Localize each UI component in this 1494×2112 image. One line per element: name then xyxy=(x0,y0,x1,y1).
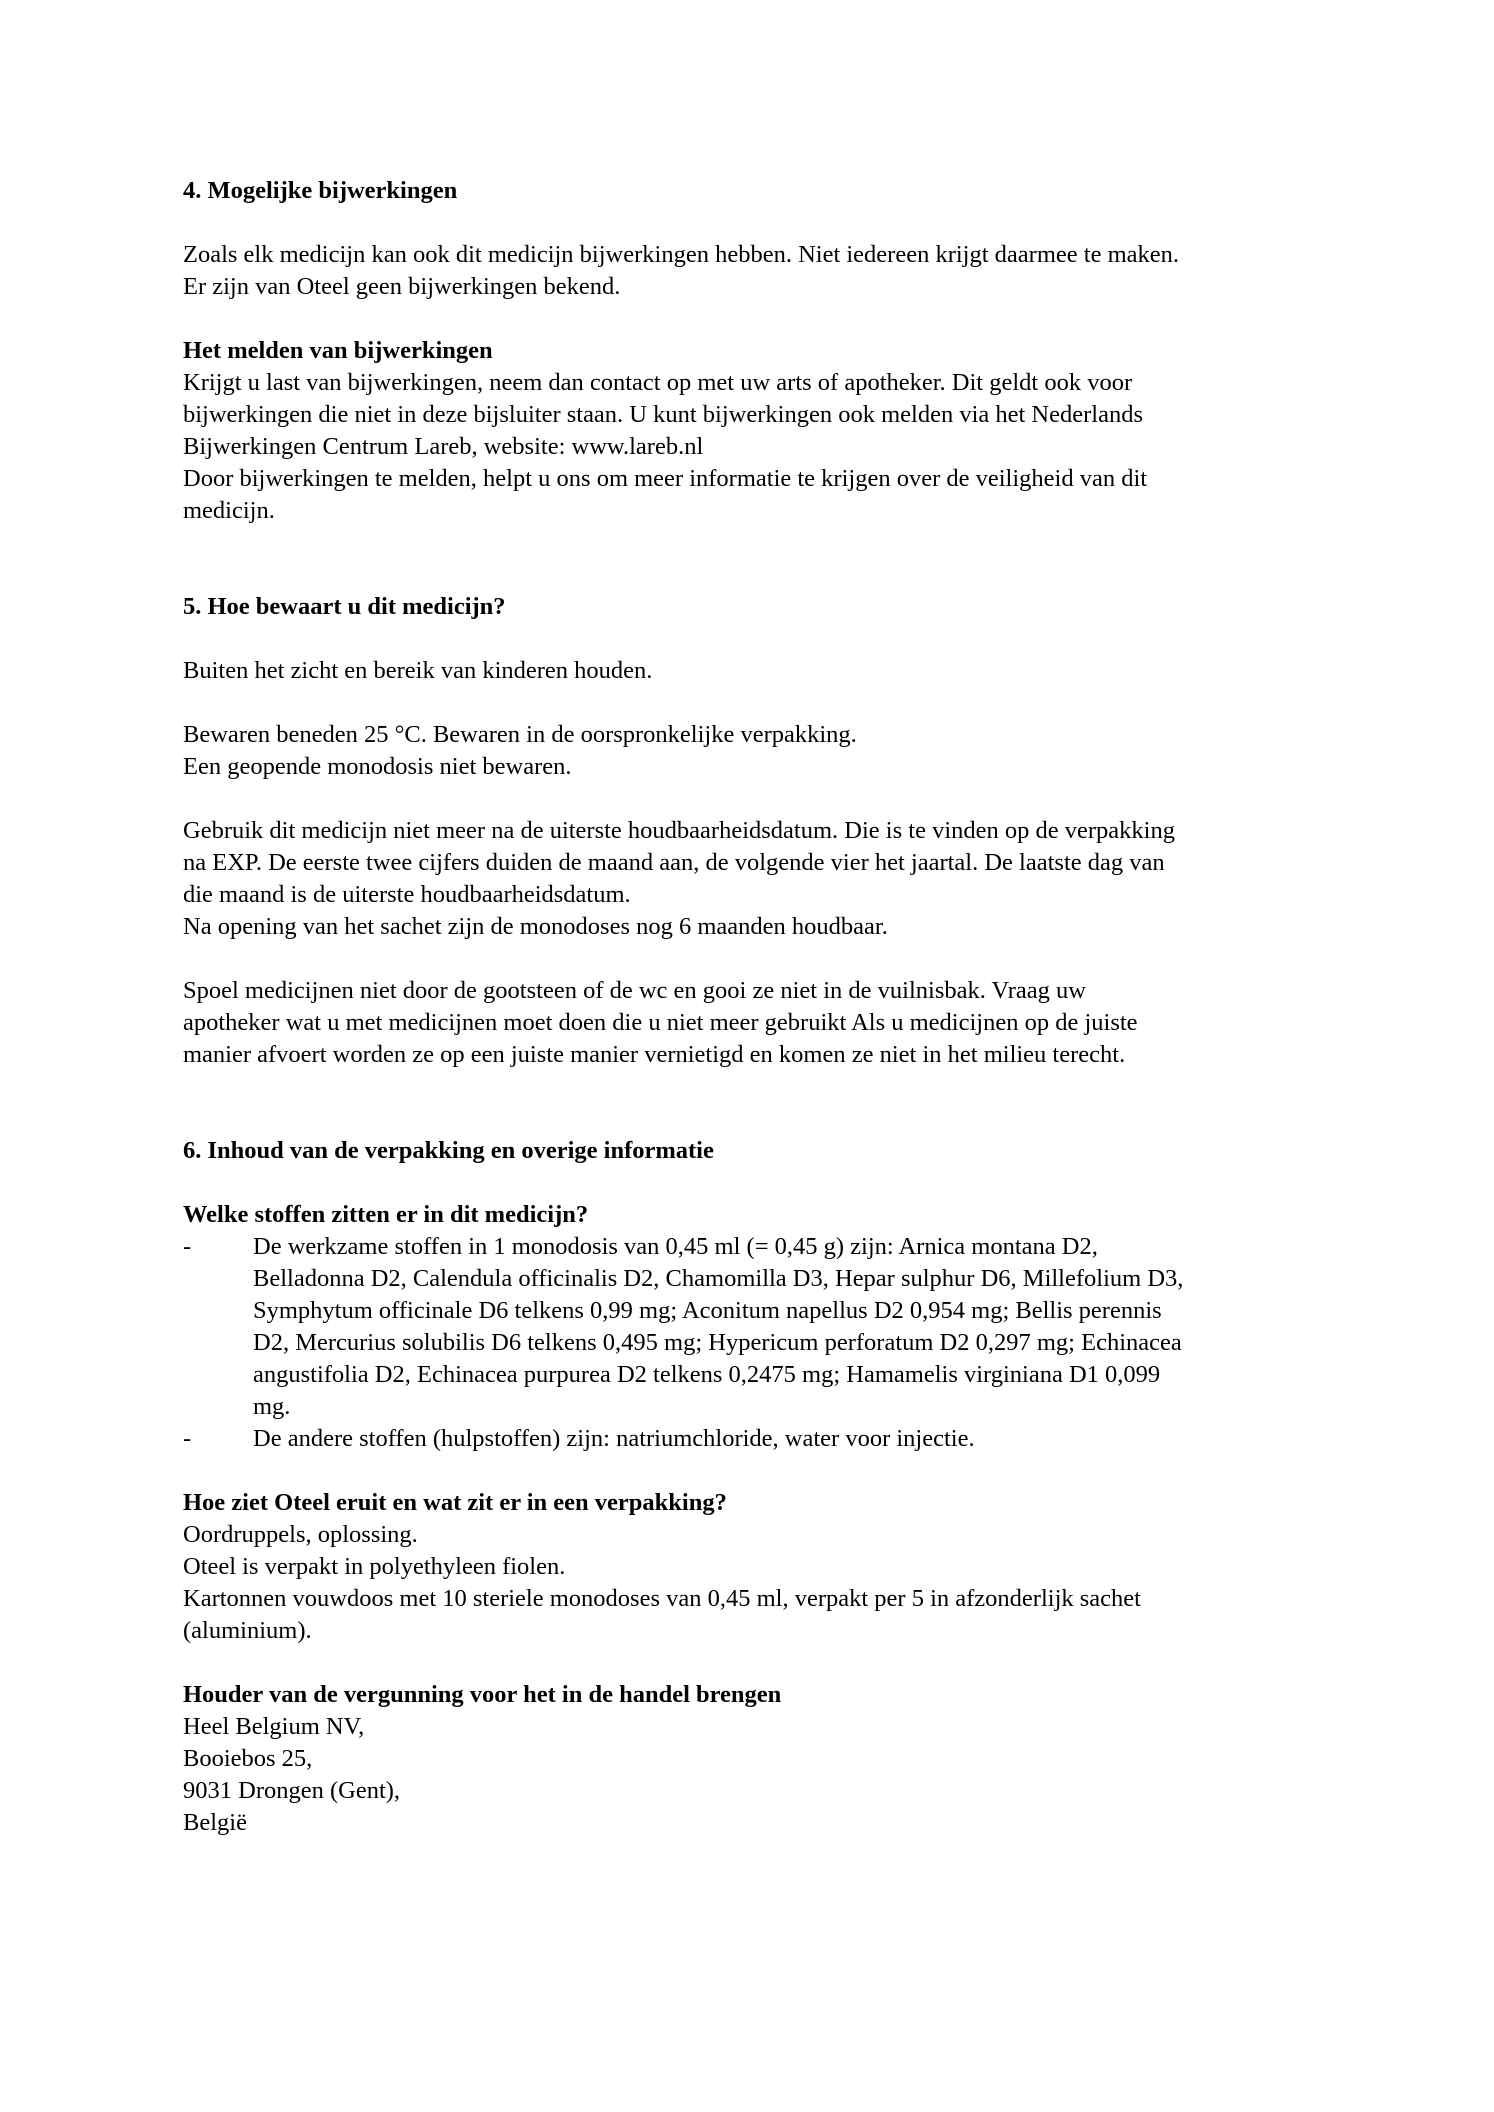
expiry-paragraph xyxy=(183,815,1323,943)
text-line: Spoel medicijnen niet door de gootsteen of de wc en gooi ze niet in de vuilnisbak. Vraag uw xyxy=(183,977,1086,1004)
text-line: Gebruik dit medicijn niet meer na de uiterste houdbaarheidsdatum. Die is te vinden op de verpakking xyxy=(183,817,1175,844)
text-line: Belladonna D2, Calendula officinalis D2, Chamomilla D3, Hepar sulphur D6, Millefolium D3, xyxy=(253,1265,1184,1292)
text-line: Krijgt u last van bijwerkingen, neem dan contact op met uw arts of apotheker. Dit geldt ook voor xyxy=(183,369,1133,396)
bullet-dash: - xyxy=(183,1233,192,1260)
text-line: Er zijn van Oteel geen bijwerkingen bekend. xyxy=(183,273,621,300)
section-4-heading: 4. Mogelijke bijwerkingen xyxy=(183,177,458,204)
text-line: Een geopende monodosis niet bewaren. xyxy=(183,753,572,780)
section-4-intro xyxy=(183,239,1323,303)
appearance-heading: Hoe ziet Oteel eruit en wat zit er in een verpakking? xyxy=(183,1489,727,1516)
text-line: Oteel is verpakt in polyethyleen fiolen. xyxy=(183,1553,566,1580)
text-line: 9031 Drongen (Gent), xyxy=(183,1777,401,1804)
appearance-paragraph xyxy=(183,1519,1323,1647)
text-line: Kartonnen vouwdoos met 10 steriele monodoses van 0,45 ml, verpakt per 5 in afzonderlijk sachet xyxy=(183,1585,1141,1612)
text-line: Heel Belgium NV, xyxy=(183,1713,365,1740)
text-line: manier afvoert worden ze op een juiste manier vernietigd en komen ze niet in het milieu terecht. xyxy=(183,1041,1126,1068)
text-line: apotheker wat u met medicijnen moet doen die u niet meer gebruikt Als u medicijnen op de juiste xyxy=(183,1009,1138,1036)
children-warning: Buiten het zicht en bereik van kinderen houden. xyxy=(183,657,653,684)
text-line: die maand is de uiterste houdbaarheidsdatum. xyxy=(183,881,631,908)
text-line: De werkzame stoffen in 1 monodosis van 0,45 ml (= 0,45 g) zijn: Arnica montana D2, xyxy=(253,1233,1098,1260)
other-substances-item xyxy=(183,1423,1323,1455)
text-line: bijwerkingen die niet in deze bijsluiter staan. U kunt bijwerkingen ook melden via het Nederlands xyxy=(183,401,1143,428)
holder-address xyxy=(183,1711,1323,1839)
text-line: medicijn. xyxy=(183,497,275,524)
holder-heading: Houder van de vergunning voor het in de handel brengen xyxy=(183,1681,782,1708)
leaflet-page xyxy=(183,175,1323,1839)
active-substances-text xyxy=(253,1231,1323,1423)
text-line: Bewaren beneden 25 °C. Bewaren in de oorspronkelijke verpakking. xyxy=(183,721,857,748)
text-line: Zoals elk medicijn kan ook dit medicijn bijwerkingen hebben. Niet iedereen krijgt daarmee te maken. xyxy=(183,241,1179,268)
text-line: Booiebos 25, xyxy=(183,1745,313,1772)
active-substances-item xyxy=(183,1231,1323,1423)
reporting-heading: Het melden van bijwerkingen xyxy=(183,337,493,364)
text-line: Na opening van het sachet zijn de monodoses nog 6 maanden houdbaar. xyxy=(183,913,888,940)
text-line: Oordruppels, oplossing. xyxy=(183,1521,418,1548)
text-line: Door bijwerkingen te melden, helpt u ons om meer informatie te krijgen over de veiligheid van dit xyxy=(183,465,1148,492)
text-line: D2, Mercurius solubilis D6 telkens 0,495 mg; Hypericum perforatum D2 0,297 mg; Echinacea xyxy=(253,1329,1182,1356)
bullet-dash: - xyxy=(183,1425,192,1452)
other-substances-text: De andere stoffen (hulpstoffen) zijn: natriumchloride, water voor injectie. xyxy=(253,1425,975,1452)
text-line: Bijwerkingen Centrum Lareb, website: www.lareb.nl xyxy=(183,433,704,460)
text-line: (aluminium). xyxy=(183,1617,312,1644)
reporting-paragraph xyxy=(183,367,1323,527)
text-line: mg. xyxy=(253,1393,291,1420)
storage-paragraph xyxy=(183,719,1323,783)
section-6-heading: 6. Inhoud van de verpakking en overige informatie xyxy=(183,1137,714,1164)
text-line: Symphytum officinale D6 telkens 0,99 mg; Aconitum napellus D2 0,954 mg; Bellis perennis xyxy=(253,1297,1162,1324)
text-line: angustifolia D2, Echinacea purpurea D2 telkens 0,2475 mg; Hamamelis virginiana D1 0,099 xyxy=(253,1361,1161,1388)
text-line: België xyxy=(183,1809,247,1836)
disposal-paragraph xyxy=(183,975,1323,1071)
text-line: na EXP. De eerste twee cijfers duiden de maand aan, de volgende vier het jaartal. De laatste dag van xyxy=(183,849,1165,876)
section-5-heading: 5. Hoe bewaart u dit medicijn? xyxy=(183,593,506,620)
substances-heading: Welke stoffen zitten er in dit medicijn? xyxy=(183,1201,589,1228)
